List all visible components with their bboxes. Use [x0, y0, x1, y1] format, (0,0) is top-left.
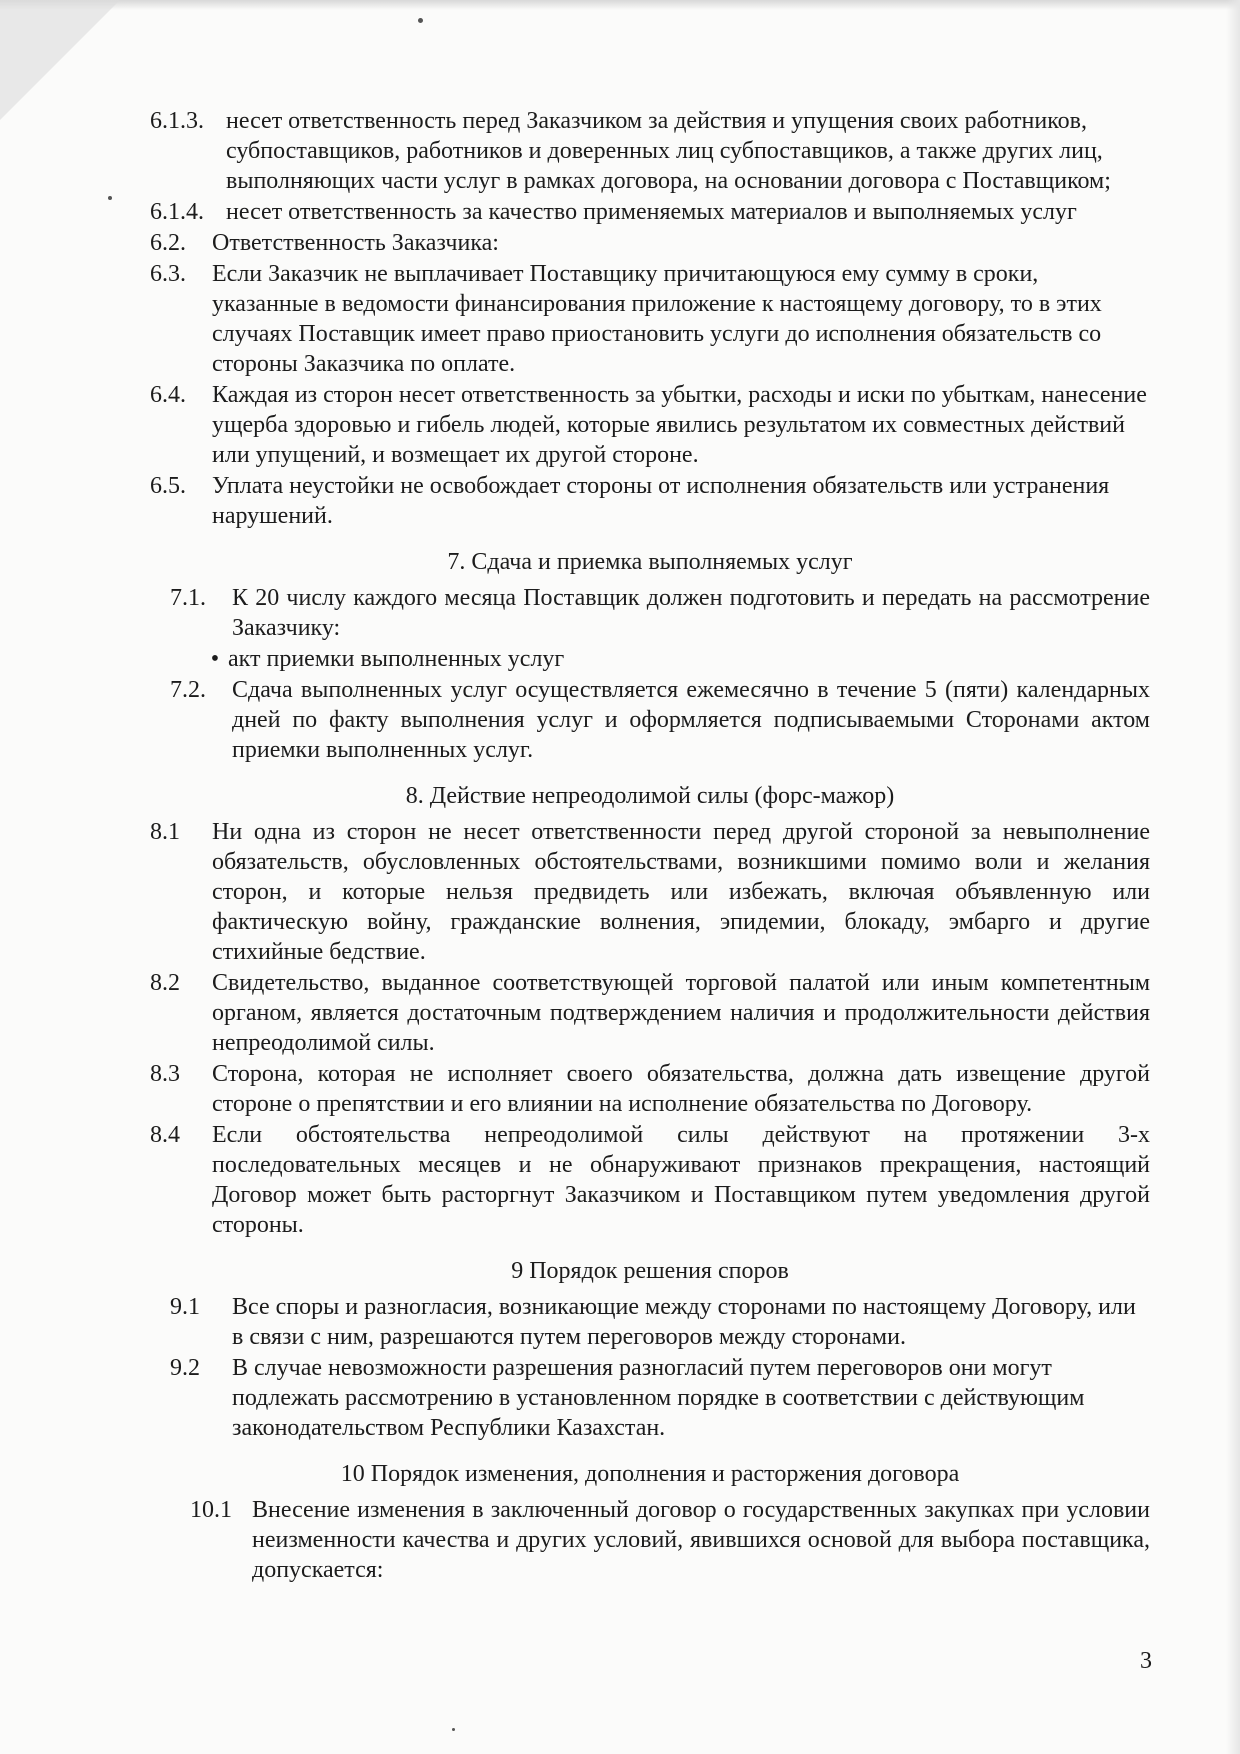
- clause-text: Внесение изменения в заключенный договор о государственных закупках при условии неизменности качества и других условий, явившихся основой для выбора поставщика, допускается:: [252, 1497, 1150, 1583]
- clause-text: Ни одна из сторон не несет ответственности перед другой стороной за невыполнение обязательств, обусловленных обстоятельствами, возникшими помимо воли и желания сторон, и которые нельзя предвидеть или избежать, включая объявленную или фактическую войну, гражданские волнения, эпидемии, блокаду, эмбарго и другие стихийные бедствие.: [212, 819, 1150, 965]
- clause-text: Ответственность Заказчика:: [212, 230, 499, 256]
- clause-number: 8.4: [150, 1122, 180, 1148]
- clause-text: К 20 числу каждого месяца Поставщик должен подготовить и передать на рассмотрение Заказчику:: [232, 585, 1150, 641]
- clause-number: 6.1.4.: [150, 199, 204, 225]
- clause-number: 6.2.: [150, 230, 186, 256]
- bullet-item: [150, 644, 1150, 674]
- clause-7-1: [150, 583, 1150, 643]
- clause-6-2: [150, 228, 1150, 258]
- clause-8-4: [150, 1120, 1150, 1240]
- clause-text: Сторона, которая не исполняет своего обязательства, должна дать извещение другой стороне о препятствии и его влиянии на исполнение обязательства по Договору.: [212, 1061, 1150, 1117]
- clause-number: 7.1.: [170, 585, 206, 611]
- scan-speck: [108, 196, 112, 200]
- clause-10-1: [150, 1495, 1150, 1585]
- clause-text: Если Заказчик не выплачивает Поставщику причитающуюся ему сумму в сроки, указанные в ведомости финансирования приложение к настоящему договору, то в этих случаях Поставщик имеет право приостановить услуги до исполнения обязательств со стороны Заказчика по оплате.: [212, 261, 1102, 377]
- clause-number: 6.1.3.: [150, 108, 204, 134]
- clause-number: 6.4.: [150, 382, 186, 408]
- clause-number: 6.3.: [150, 261, 186, 287]
- clause-6-5: [150, 471, 1150, 531]
- clause-6-3: [150, 259, 1150, 379]
- clause-text: Свидетельство, выданное соответствующей торговой палатой или иным компетентным органом, является достаточным подтверждением наличия и продолжительности действия непреодолимой силы.: [212, 970, 1150, 1056]
- clause-text: Сдача выполненных услуг осуществляется ежемесячно в течение 5 (пяти) календарных дней по факту выполнения услуг и оформляется подписываемыми Сторонами актом приемки выполненных услуг.: [232, 677, 1150, 763]
- clause-number: 10.1: [190, 1497, 232, 1523]
- section-8-heading: 8. Действие непреодолимой силы (форс-мажор): [405, 783, 895, 809]
- clause-number: 6.5.: [150, 473, 186, 499]
- page-corner-fold: [0, 0, 120, 120]
- clause-7-2: [150, 675, 1150, 765]
- scan-right-shadow: [1226, 0, 1240, 1754]
- clause-number: 9.1: [170, 1294, 200, 1320]
- clause-number: 8.3: [150, 1061, 180, 1087]
- clause-text: Уплата неустойки не освобождает стороны от исполнения обязательств или устранения нарушений.: [212, 473, 1110, 529]
- section-10-heading: 10 Порядок изменения, дополнения и расторжения договора: [340, 1461, 960, 1487]
- clause-9-2: [150, 1353, 1150, 1443]
- clause-text: В случае невозможности разрешения разногласий путем переговоров они могут подлежать рассмотрению в установленном порядке в соответствии с действующим законодательством Республики Казахстан.: [232, 1355, 1085, 1441]
- clause-text: Каждая из сторон несет ответственность за убытки, расходы и иски по убыткам, нанесение ущерба здоровью и гибель людей, которые явились результатом их совместных действий или упущений, и возмещает их другой стороне.: [212, 382, 1147, 468]
- clause-number: 7.2.: [170, 677, 206, 703]
- section-9-heading: 9 Порядок решения споров: [511, 1258, 789, 1284]
- clause-text: Все споры и разногласия, возникающие между сторонами по настоящему Договору, или в связи с ним, разрешаются путем переговоров между сторонами.: [232, 1294, 1136, 1350]
- scan-top-shadow: [0, 0, 1240, 10]
- clause-number: 8.1: [150, 819, 180, 845]
- page-number: 3: [1140, 1648, 1152, 1674]
- scan-speck: [418, 18, 423, 23]
- clause-8-2: [150, 968, 1150, 1058]
- document-body: [150, 105, 1150, 1586]
- clause-text: Если обстоятельства непреодолимой силы действуют на протяжении 3-х последовательных месяцев и не обнаруживают признаков прекращения, настоящий Договор может быть расторгнут Заказчиком и Поставщиком путем уведомления другой стороны.: [212, 1122, 1150, 1238]
- clause-number: 9.2: [170, 1355, 200, 1381]
- clause-text: несет ответственность за качество применяемых материалов и выполняемых услуг: [226, 199, 1077, 225]
- clause-9-1: [150, 1292, 1150, 1352]
- clause-6-4: [150, 380, 1150, 470]
- clause-number: 8.2: [150, 970, 180, 996]
- bullet-icon: •: [210, 646, 220, 672]
- section-7-heading: 7. Сдача и приемка выполняемых услуг: [447, 549, 853, 575]
- clause-8-1: [150, 817, 1150, 967]
- clause-8-3: [150, 1059, 1150, 1119]
- scan-speck: [452, 1728, 455, 1731]
- clause-6-1-3: [150, 106, 1150, 196]
- bullet-text: акт приемки выполненных услуг: [228, 646, 565, 672]
- clause-text: несет ответственность перед Заказчиком за действия и упущения своих работников, субпоставщиков, работников и доверенных лиц субпоставщиков, а также других лиц, выполняющих части услуг в рамках договора, на основании договора с Поставщиком;: [226, 108, 1111, 194]
- clause-6-1-4: [150, 197, 1150, 227]
